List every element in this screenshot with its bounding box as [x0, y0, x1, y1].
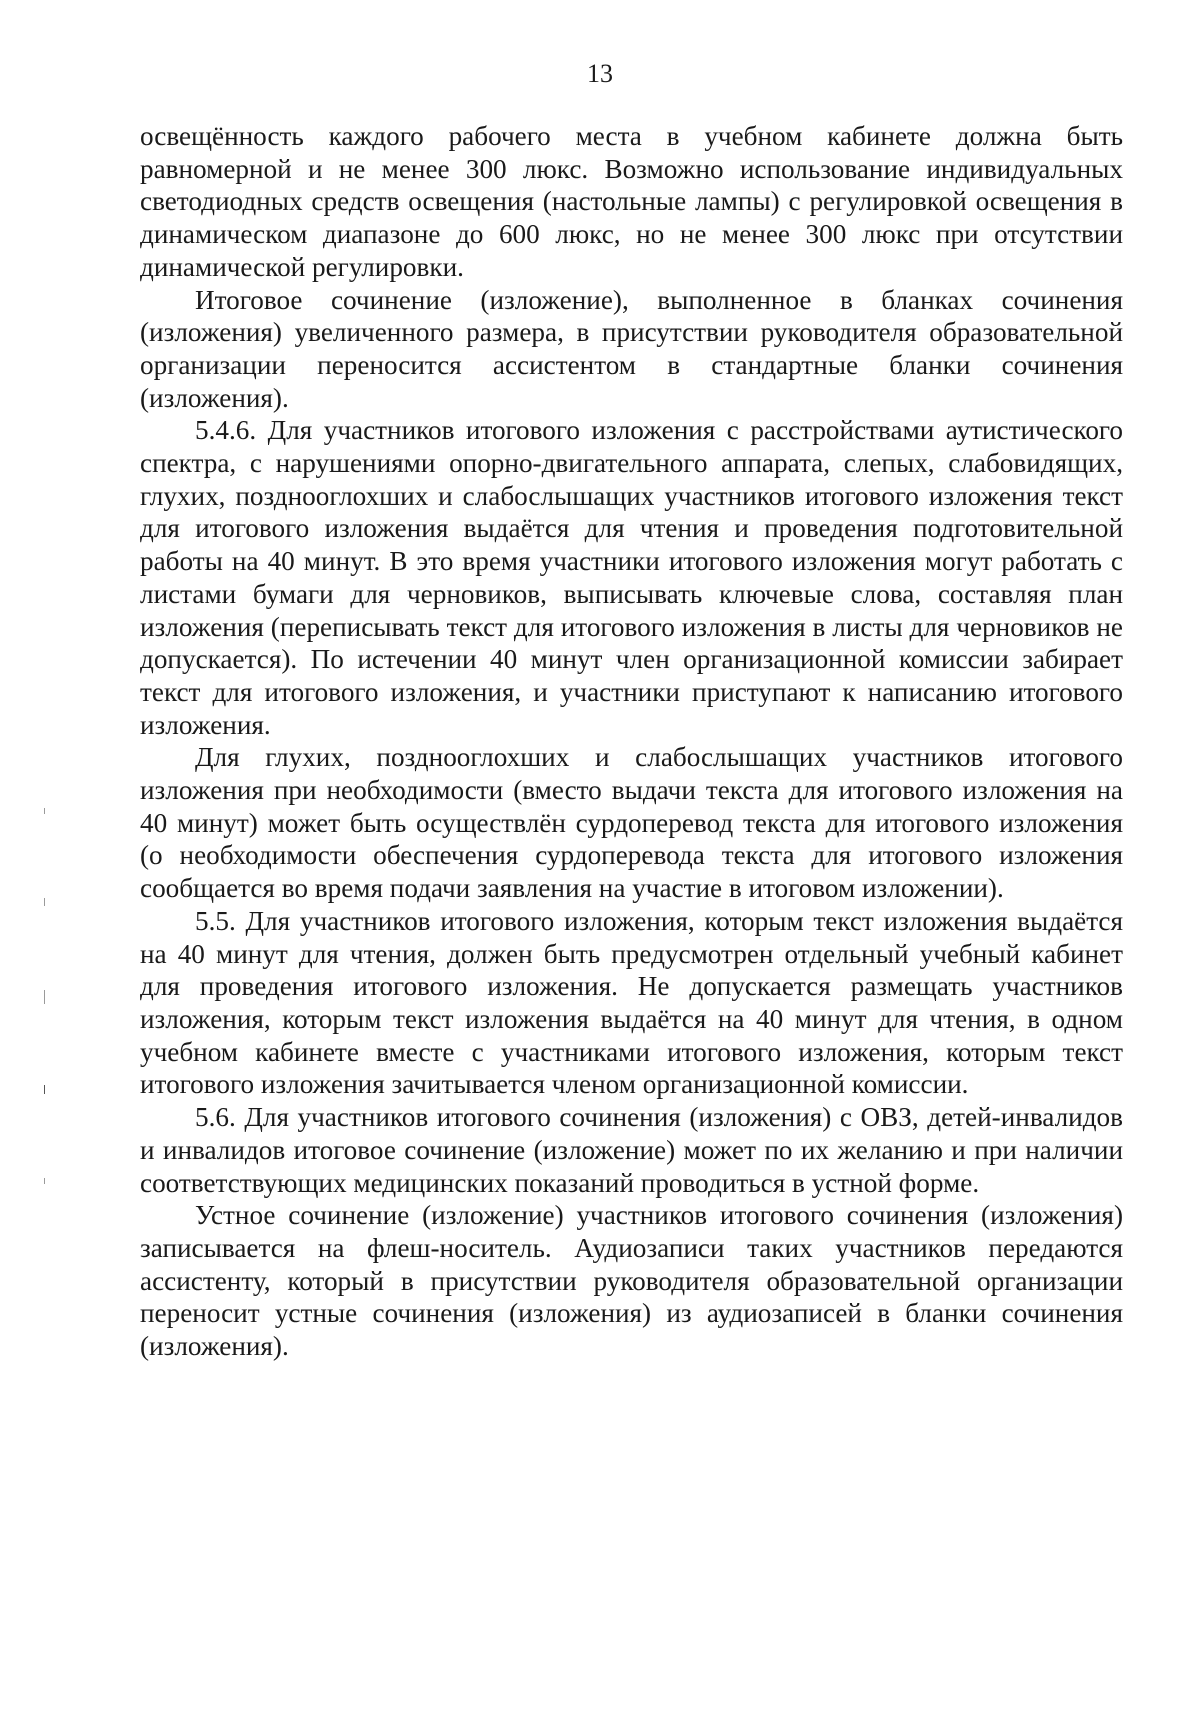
- paragraph-oral-essay: Устное сочинение (изложение) участников итогового сочинения (изложения) записывается на флеш-носитель. Аудиозаписи таких участников передаются ассистенту, который в присутствии руководителя образовательной организации переносит устные сочинения (изложения) из аудиозаписей в бланки сочинения (изложения).: [140, 1200, 1123, 1362]
- scan-margin-mark-3: [44, 990, 45, 1004]
- paragraph-enlarged-forms: Итоговое сочинение (изложение), выполненное в бланках сочинения (изложения) увеличенного размера, в присутствии руководителя образовательной организации переносится ассистентом в стандартные бланки сочинения (изложения).: [140, 284, 1123, 413]
- paragraph-sign-language: Для глухих, позднооглохших и слабослышащих участников итогового изложения при необходимости (вместо выдачи текста для итогового изложения на 40 минут) может быть осуществлён сурдоперевод текста для итогового изложения (о необходимости обеспечения сурдоперевода текста для итогового изложения сообщается во время подачи заявления на участие в итоговом изложении).: [140, 742, 1123, 904]
- document-body: [140, 120, 1123, 1363]
- page-number: 13: [587, 59, 613, 88]
- paragraph-5-6: 5.6. Для участников итогового сочинения (изложения) с ОВЗ, детей-инвалидов и инвалидов итоговое сочинение (изложение) может по их желанию и при наличии соответствующих медицинских показаний проводиться в устной форме.: [140, 1102, 1123, 1198]
- scan-margin-mark-4: [44, 1085, 45, 1094]
- paragraph-5-5: 5.5. Для участников итогового изложения, которым текст изложения выдаётся на 40 минут для чтения, должен быть предусмотрен отдельный учебный кабинет для проведения итогового изложения. Не допускается размещать участников изложения, которым текст изложения выдаётся на 40 минут для чтения, в одном учебном кабинете вместе с участниками итогового изложения, которым текст итогового изложения зачитывается членом организационной комиссии.: [140, 905, 1123, 1100]
- paragraph-5-4-6: 5.4.6. Для участников итогового изложения с расстройствами аутистического спектра, с нарушениями опорно-двигательного аппарата, слепых, слабовидящих, глухих, позднооглохших и слабослышащих участников итогового изложения текст для итогового изложения выдаётся для чтения и проведения подготовительной работы на 40 минут. В это время участники итогового изложения могут работать с листами бумаги для черновиков, выписывать ключевые слова, составляя план изложения (переписывать текст для итогового изложения в листы для черновиков не допускается). По истечении 40 минут член организационной комиссии забирает текст для итогового изложения, и участники приступают к написанию итогового изложения.: [140, 415, 1123, 740]
- scan-margin-mark-1: [44, 808, 45, 814]
- scan-margin-mark-2: [44, 898, 45, 906]
- scan-margin-mark-5: [44, 1178, 45, 1184]
- paragraph-lighting: освещённость каждого рабочего места в учебном кабинете должна быть равномерной и не менее 300 люкс. Возможно использование индивидуальных светодиодных средств освещения (настольные лампы) с регулировкой освещения в динамическом диапазоне до 600 люкс, но не менее 300 люкс при отсутствии динамической регулировки.: [140, 121, 1123, 282]
